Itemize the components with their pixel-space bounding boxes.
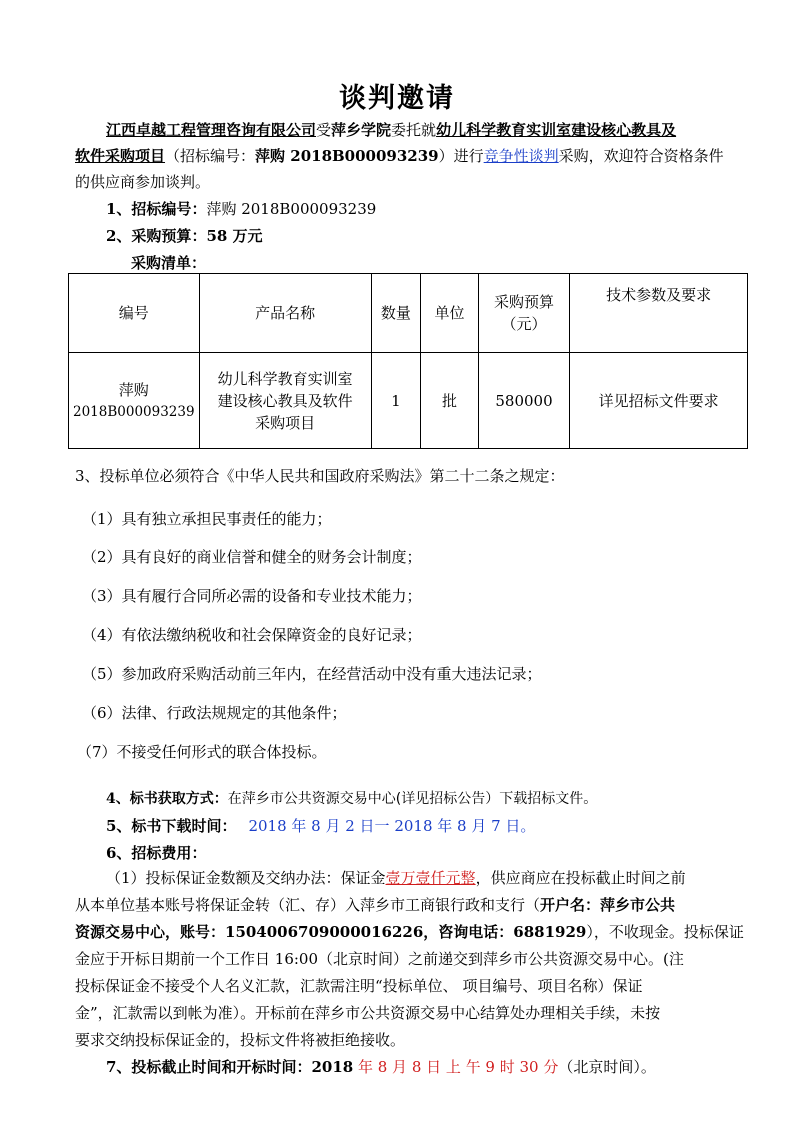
item-2: 2、采购预算：58 万元 [106, 227, 263, 245]
requirement-item: （4）有依法缴纳税收和社会保障资金的良好记录； [82, 626, 422, 644]
requirement-item: （3）具有履行合同所必需的设备和专业技术能力； [82, 587, 422, 605]
header-code: 编号 [69, 274, 200, 353]
deposit-line-1: （1）投标保证金数额及交纳办法：保证金壹万壹仟元整，供应商应在投标截止时间之前 [106, 869, 686, 887]
item-5: 5、标书下载时间： 2018 年 8 月 2 日一 2018 年 8 月 7 日。 [106, 817, 536, 835]
cell-spec: 详见招标文件要求 [570, 353, 748, 449]
cell-unit: 批 [421, 353, 478, 449]
agency-name: 江西卓越工程管理咨询有限公司 [106, 121, 317, 139]
deposit-line-7: 要求交纳投标保证金的，投标文件将被拒绝接收。 [75, 1031, 406, 1049]
client-name: 萍乡学院 [331, 121, 392, 139]
intro-line-3: 的供应商参加谈判。 [75, 173, 211, 191]
header-product-name: 产品名称 [199, 274, 371, 353]
cell-quantity: 1 [371, 353, 421, 449]
project-name: 幼儿科学教育实训室建设核心教具及 [436, 121, 677, 139]
deadline-time: 年 8 月 8 日 上 午 9 时 30 分 [353, 1058, 559, 1076]
deposit-amount: 壹万壹仟元整 [385, 869, 476, 887]
item-6: 6、招标费用： [106, 844, 207, 862]
deposit-line-4: 金应于开标日期前一个工作日 16:00（北京时间）之前递交到萍乡市公共资源交易中心。(注 [75, 950, 684, 968]
header-spec: 技术参数及要求 [570, 274, 748, 353]
deposit-line-3: 资源交易中心，账号：1504006709000016226，咨询电话：6881929），不收现金。投标保证 [75, 923, 744, 941]
cell-product-name: 幼儿科学教育实训室建设核心教具及软件采购项目 [199, 353, 371, 449]
list-title: 采购清单： [131, 254, 207, 272]
requirement-item: （5）参加政府采购活动前三年内，在经营活动中没有重大违法记录； [82, 665, 542, 683]
cell-code: 萍购 2018B000093239 [69, 353, 200, 449]
requirement-item: （6）法律、行政法规规定的其他条件； [82, 704, 347, 722]
account-info: 资源交易中心，账号：1504006709000016226，咨询电话：6881929 [75, 923, 587, 941]
deposit-line-5: 投标保证金不接受个人名义汇款，汇款需注明“投标单位、 项目编号、项目名称）保证 [75, 977, 643, 995]
header-quantity: 数量 [371, 274, 421, 353]
procurement-table [68, 273, 748, 449]
item-1: 1、招标编号：萍购 2018B000093239 [106, 200, 377, 218]
page-title: 谈判邀请 [339, 83, 455, 114]
item-4: 4、标书获取方式：在萍乡市公共资源交易中心(详见招标公告）下载招标文件。 [106, 791, 598, 807]
cell-budget: 580000 [478, 353, 570, 449]
table-row [69, 353, 748, 449]
procurement-method-link[interactable]: 竞争性谈判 [483, 147, 559, 165]
header-unit: 单位 [421, 274, 478, 353]
item-7: 7、投标截止时间和开标时间：2018 年 8 月 8 日 上 午 9 时 30 分（北京时间）。 [106, 1058, 656, 1076]
item-3: 3、投标单位必须符合《中华人民共和国政府采购法》第二十二条之规定： [75, 467, 565, 485]
deposit-line-6: 金”，汇款需以到帐为准）。开标前在萍乡市公共资源交易中心结算处办理相关手续，未按 [75, 1004, 661, 1022]
intro-line-1: 江西卓越工程管理咨询有限公司受萍乡学院委托就幼儿科学教育实训室建设核心教具及 [106, 121, 677, 139]
header-budget: 采购预算（元） [478, 274, 570, 353]
intro-line-2: 软件采购项目（招标编号：萍购 2018B000093239）进行竞争性谈判采购，欢迎符合资格条件 [75, 147, 724, 165]
deposit-line-2: 从本单位基本账号将保证金转（汇、存）入萍乡市工商银行政和支行（开户名：萍乡市公共 [75, 896, 676, 914]
tender-code: 萍购 2018B000093239 [255, 147, 439, 165]
requirement-item: （7）不接受任何形式的联合体投标。 [77, 743, 327, 761]
requirement-item: （1）具有独立承担民事责任的能力； [82, 510, 332, 528]
table-header-row [69, 274, 748, 353]
requirement-item: （2）具有良好的商业信誉和健全的财务会计制度； [82, 548, 422, 566]
